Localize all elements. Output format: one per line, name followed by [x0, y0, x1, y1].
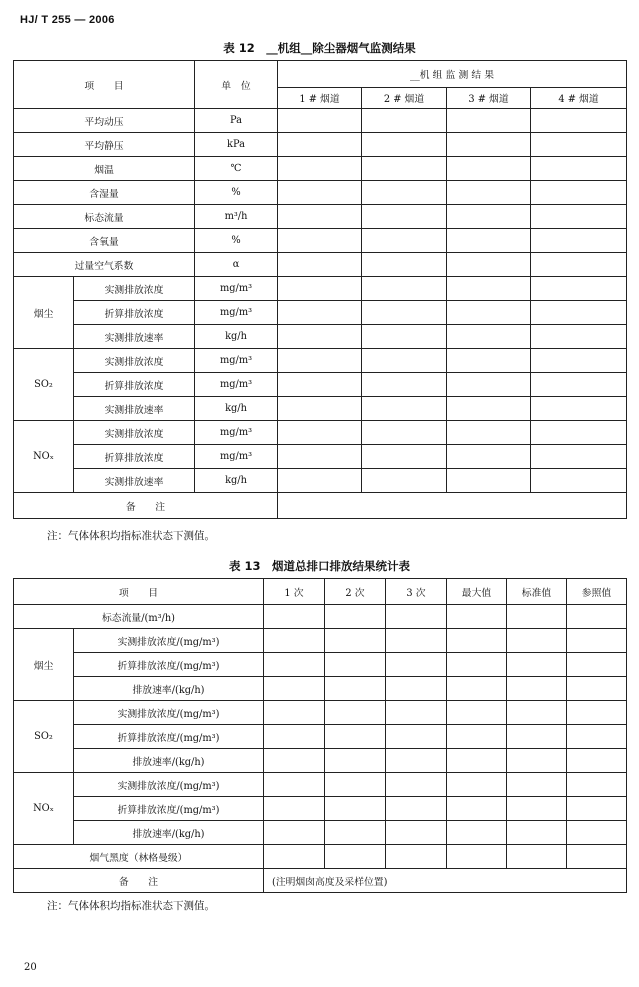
value-cell: [278, 301, 362, 325]
table-row: [14, 821, 627, 845]
table-row: [14, 653, 627, 677]
value-cell: [386, 701, 447, 725]
value-cell: [386, 821, 447, 845]
value-cell: [531, 397, 627, 421]
table-row: [14, 469, 627, 493]
value-cell: [567, 629, 627, 653]
t12-item: 实测排放浓度: [74, 421, 195, 445]
t12-item: 实测排放速率: [74, 469, 195, 493]
value-cell: [278, 445, 362, 469]
t13-blackness-row: 烟气黑度（林格曼级）: [14, 845, 264, 869]
table-row: [14, 325, 627, 349]
t12-unit: kg/h: [195, 397, 278, 421]
value-cell: [278, 205, 362, 229]
table13-caption: 表 13 烟道总排口排放结果统计表: [228, 559, 410, 573]
t12-item: 平均静压: [14, 133, 195, 157]
t12-remark-label: 备 注: [14, 493, 278, 519]
t13-group-name: 烟尘: [14, 629, 74, 701]
t12-item: 实测排放浓度: [74, 349, 195, 373]
value-cell: [531, 301, 627, 325]
value-cell: [531, 181, 627, 205]
value-cell: [447, 301, 531, 325]
value-cell: [362, 181, 447, 205]
value-cell: [386, 629, 447, 653]
t13-col-standard: 标准值: [507, 579, 567, 605]
t13-col-1: 1 次: [264, 579, 325, 605]
table12-caption: 表 12 __机组__除尘器烟气监测结果: [223, 41, 416, 55]
value-cell: [531, 205, 627, 229]
t12-unit: m³/h: [195, 205, 278, 229]
value-cell: [362, 445, 447, 469]
table-row: [14, 749, 627, 773]
t12-unit: mg/m³: [195, 301, 278, 325]
value-cell: [325, 821, 386, 845]
value-cell: [531, 325, 627, 349]
value-cell: [531, 157, 627, 181]
value-cell: [507, 773, 567, 797]
t12-unit: %: [195, 229, 278, 253]
value-cell: [531, 349, 627, 373]
value-cell: [507, 653, 567, 677]
t12-item: 实测排放速率: [74, 325, 195, 349]
t13-item: 折算排放浓度/(mg/m³): [74, 725, 264, 749]
value-cell: [278, 157, 362, 181]
value-cell: [362, 253, 447, 277]
table-row: [14, 397, 627, 421]
value-cell: [362, 349, 447, 373]
value-cell: [447, 797, 507, 821]
value-cell: [325, 629, 386, 653]
value-cell: [447, 469, 531, 493]
value-cell: [531, 253, 627, 277]
t13-item: 排放速率/(kg/h): [74, 749, 264, 773]
t12-group-name: SO₂: [14, 349, 74, 421]
value-cell: [447, 325, 531, 349]
table12: [13, 60, 627, 519]
value-cell: [386, 797, 447, 821]
value-cell: [567, 821, 627, 845]
value-cell: [325, 653, 386, 677]
value-cell: [567, 653, 627, 677]
value-cell: [325, 749, 386, 773]
table12-note: 注：气体体积均指标准状态下测值。: [47, 530, 215, 542]
t12-unit: ℃: [195, 157, 278, 181]
value-cell: [447, 253, 531, 277]
t12-item: 平均动压: [14, 109, 195, 133]
t13-item: 实测排放浓度/(mg/m³): [74, 629, 264, 653]
t13-remark-value: (注明烟囱高度及采样位置): [264, 869, 627, 893]
t12-header-unit: 单 位: [195, 61, 278, 109]
value-cell: [362, 325, 447, 349]
t12-unit: kg/h: [195, 469, 278, 493]
value-cell: [447, 653, 507, 677]
table-row: [14, 725, 627, 749]
value-cell: [507, 749, 567, 773]
value-cell: [325, 725, 386, 749]
t12-group-name: 烟尘: [14, 277, 74, 349]
value-cell: [362, 229, 447, 253]
value-cell: [264, 629, 325, 653]
value-cell: [531, 133, 627, 157]
value-cell: [278, 277, 362, 301]
value-cell: [447, 349, 531, 373]
t12-unit: %: [195, 181, 278, 205]
t13-group-name: NOₓ: [14, 773, 74, 845]
t13-group-name: SO₂: [14, 701, 74, 773]
value-cell: [278, 469, 362, 493]
t12-unit: kPa: [195, 133, 278, 157]
value-cell: [264, 677, 325, 701]
value-cell: [531, 421, 627, 445]
t12-flue-3: 3 # 烟道: [447, 88, 531, 109]
value-cell: [362, 133, 447, 157]
value-cell: [447, 773, 507, 797]
value-cell: [567, 773, 627, 797]
value-cell: [567, 701, 627, 725]
value-cell: [278, 349, 362, 373]
value-cell: [447, 749, 507, 773]
value-cell: [278, 373, 362, 397]
t13-flow-row: 标态流量/(m³/h): [14, 605, 264, 629]
t12-item: 含氧量: [14, 229, 195, 253]
t12-flue-1: 1 # 烟道: [278, 88, 362, 109]
t12-item: 实测排放浓度: [74, 277, 195, 301]
table-row: [14, 253, 627, 277]
value-cell: [278, 253, 362, 277]
t12-unit: α: [195, 253, 278, 277]
value-cell: [531, 373, 627, 397]
value-cell: [447, 157, 531, 181]
value-cell: [507, 797, 567, 821]
value-cell: [531, 445, 627, 469]
table13-note: 注：气体体积均指标准状态下测值。: [47, 900, 215, 912]
table-row: [14, 797, 627, 821]
value-cell: [531, 277, 627, 301]
t12-unit: kg/h: [195, 325, 278, 349]
value-cell: [264, 797, 325, 821]
t12-header-group: __机 组 监 测 结 果: [278, 61, 627, 88]
t12-item: 折算排放浓度: [74, 301, 195, 325]
value-cell: [278, 325, 362, 349]
value-cell: [278, 421, 362, 445]
table-row: [14, 181, 627, 205]
value-cell: [362, 301, 447, 325]
t13-header-item: 项 目: [14, 579, 264, 605]
value-cell: [447, 677, 507, 701]
table-row: [14, 229, 627, 253]
value-cell: [507, 629, 567, 653]
value-cell: [447, 701, 507, 725]
t12-unit: Pa: [195, 109, 278, 133]
t12-item: 实测排放速率: [74, 397, 195, 421]
value-cell: [531, 229, 627, 253]
value-cell: [447, 421, 531, 445]
value-cell: [447, 205, 531, 229]
value-cell: [447, 109, 531, 133]
value-cell: [507, 821, 567, 845]
table-row: [14, 205, 627, 229]
table-row: [14, 277, 627, 301]
t13-item: 折算排放浓度/(mg/m³): [74, 797, 264, 821]
t13-item: 排放速率/(kg/h): [74, 677, 264, 701]
value-cell: [386, 653, 447, 677]
t13-col-2: 2 次: [325, 579, 386, 605]
standard-code: HJ/ T 255 — 2006: [20, 14, 115, 26]
value-cell: [264, 821, 325, 845]
t12-item: 折算排放浓度: [74, 445, 195, 469]
value-cell: [325, 773, 386, 797]
value-cell: [447, 725, 507, 749]
value-cell: [507, 677, 567, 701]
value-cell: [531, 469, 627, 493]
t12-flue-4: 4 # 烟道: [531, 88, 627, 109]
table-row: [14, 349, 627, 373]
table-row: [14, 421, 627, 445]
t13-item: 实测排放浓度/(mg/m³): [74, 773, 264, 797]
page-number: 20: [24, 962, 37, 973]
value-cell: [362, 469, 447, 493]
t12-unit: mg/m³: [195, 277, 278, 301]
value-cell: [278, 397, 362, 421]
value-cell: [362, 373, 447, 397]
value-cell: [278, 229, 362, 253]
value-cell: [567, 797, 627, 821]
t13-col-3: 3 次: [386, 579, 447, 605]
value-cell: [447, 445, 531, 469]
value-cell: [386, 725, 447, 749]
value-cell: [567, 725, 627, 749]
value-cell: [447, 821, 507, 845]
value-cell: [386, 773, 447, 797]
value-cell: [278, 133, 362, 157]
value-cell: [325, 701, 386, 725]
value-cell: [278, 181, 362, 205]
t13-item: 折算排放浓度/(mg/m³): [74, 653, 264, 677]
t12-remark-cell: [278, 493, 627, 519]
value-cell: [447, 181, 531, 205]
value-cell: [531, 109, 627, 133]
value-cell: [567, 677, 627, 701]
value-cell: [447, 277, 531, 301]
table-row: [14, 677, 627, 701]
value-cell: [447, 373, 531, 397]
t12-unit: mg/m³: [195, 421, 278, 445]
table-row: [14, 773, 627, 797]
table-row: [14, 133, 627, 157]
t13-item: 实测排放浓度/(mg/m³): [74, 701, 264, 725]
value-cell: [362, 277, 447, 301]
t12-unit: mg/m³: [195, 445, 278, 469]
t12-item: 烟温: [14, 157, 195, 181]
table-row: [14, 629, 627, 653]
value-cell: [325, 797, 386, 821]
t12-header-item: 项 目: [14, 61, 195, 109]
t12-flue-2: 2 # 烟道: [362, 88, 447, 109]
t12-item: 含湿量: [14, 181, 195, 205]
value-cell: [362, 397, 447, 421]
t13-item: 排放速率/(kg/h): [74, 821, 264, 845]
t12-unit: mg/m³: [195, 349, 278, 373]
value-cell: [447, 629, 507, 653]
t13-col-max: 最大值: [447, 579, 507, 605]
table-row: [14, 373, 627, 397]
value-cell: [507, 701, 567, 725]
t12-group-name: NOₓ: [14, 421, 74, 493]
table-row: [14, 109, 627, 133]
value-cell: [362, 205, 447, 229]
value-cell: [325, 677, 386, 701]
value-cell: [447, 397, 531, 421]
value-cell: [278, 109, 362, 133]
value-cell: [386, 749, 447, 773]
t12-item: 折算排放浓度: [74, 373, 195, 397]
value-cell: [264, 749, 325, 773]
table-row: [14, 445, 627, 469]
value-cell: [264, 701, 325, 725]
value-cell: [264, 773, 325, 797]
value-cell: [362, 157, 447, 181]
value-cell: [362, 109, 447, 133]
value-cell: [386, 677, 447, 701]
value-cell: [362, 421, 447, 445]
t12-item: 过量空气系数: [14, 253, 195, 277]
t12-item: 标态流量: [14, 205, 195, 229]
value-cell: [447, 229, 531, 253]
t13-remark-label: 备 注: [14, 869, 264, 893]
value-cell: [264, 653, 325, 677]
table-row: [14, 157, 627, 181]
value-cell: [264, 725, 325, 749]
t12-unit: mg/m³: [195, 373, 278, 397]
value-cell: [567, 749, 627, 773]
t13-col-reference: 参照值: [567, 579, 627, 605]
table-row: [14, 701, 627, 725]
value-cell: [447, 133, 531, 157]
value-cell: [507, 725, 567, 749]
table13: [13, 578, 627, 893]
table-row: [14, 301, 627, 325]
